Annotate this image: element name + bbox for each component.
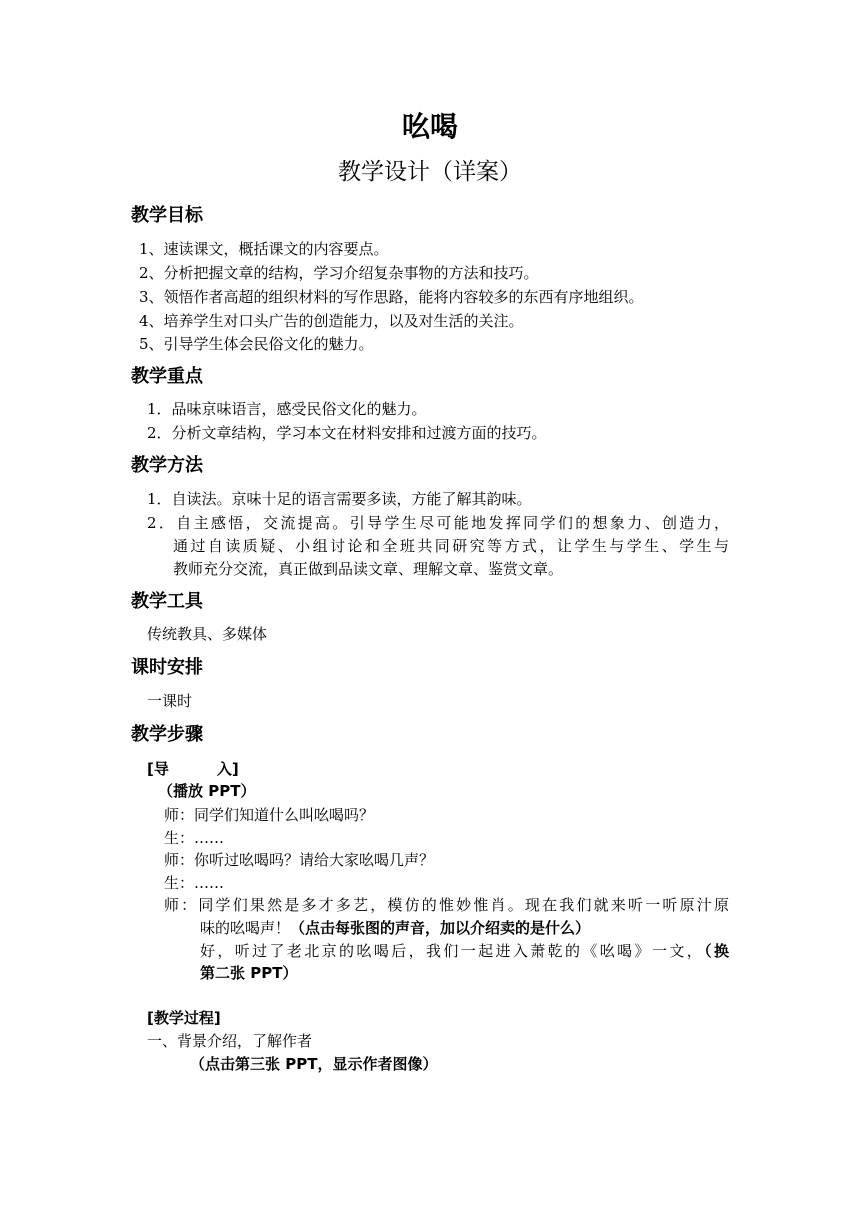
goals-heading: 教学目标 [131,205,203,226]
goal-item: 5、引导学生体会民俗文化的魅力。 [139,335,374,353]
tools-heading: 教学工具 [131,591,203,612]
method-item: 2．自主感悟，交流提高。引导学生尽可能地发挥同学们的想象力、创造力， [147,514,729,532]
dialog-line: 师：你听过吆喝吗？请给大家吆喝几声？ [164,851,435,869]
process-note: （点击第三张 PPT，显示作者图像） [190,1055,438,1073]
focus-item: 2．分析文章结构，学习本文在材料安排和过渡方面的技巧。 [147,424,547,442]
schedule-text: 一课时 [147,692,193,710]
document-subtitle: 教学设计（详案） [338,159,522,185]
teacher-line-note: 第二张 PPT） [200,964,298,982]
dialog-line: 生：…… [164,874,225,892]
teacher-line-continuation [200,917,590,939]
method-item-continuation: 通过自读质疑、小组讨论和全班共同研究等方式，让学生与学生、学生与 [173,537,729,555]
process-heading: [教学过程] [147,1009,221,1027]
ppt-note: （播放 PPT） [158,782,256,800]
dialog-line: 生：…… [164,829,225,847]
goal-item: 3、领悟作者高超的组织材料的写作思路，能将内容较多的东西有序地组织。 [139,288,644,306]
intro-label-left: [导 [147,760,169,778]
document-title: 吆喝 [401,110,458,143]
method-item: 1．自读法。京味十足的语言需要多读，方能了解其韵味。 [147,490,532,508]
teacher-line-text: 味的吆喝声！ [200,919,291,937]
steps-heading: 教学步骤 [131,724,203,745]
tools-text: 传统教具、多媒体 [147,625,268,643]
schedule-heading: 课时安排 [131,657,203,678]
teacher-line-continuation [200,940,729,962]
intro-label [147,758,239,780]
method-item-continuation: 教师充分交流，真正做到品读文章、理解文章、鉴赏文章。 [173,560,564,578]
dialog-line: 师：同学们知道什么叫吆喝吗？ [164,806,375,824]
teacher-line-note: （点击每张图的声音，加以介绍卖的是什么） [290,919,591,937]
process-item: 一、背景介绍，了解作者 [147,1032,313,1050]
goal-item: 2、分析把握文章的结构，学习介绍复杂事物的方法和技巧。 [139,264,539,282]
teacher-line-note: （换 [704,942,729,960]
teacher-line: 师：同学们果然是多才多艺，模仿的惟妙惟肖。现在我们就来听一听原汁原 [164,896,729,914]
method-heading: 教学方法 [131,455,203,476]
teacher-line-text: 好，听过了老北京的吆喝后，我们一起进入萧乾的《吆喝》一文， [200,942,705,960]
goal-item: 4、培养学生对口头广告的创造能力，以及对生活的关注。 [139,312,524,330]
goal-item: 1、速读课文，概括课文的内容要点。 [139,240,389,258]
focus-heading: 教学重点 [131,366,203,387]
focus-item: 1．品味京味语言，感受民俗文化的魅力。 [147,400,427,418]
intro-label-right: 入] [216,760,239,778]
